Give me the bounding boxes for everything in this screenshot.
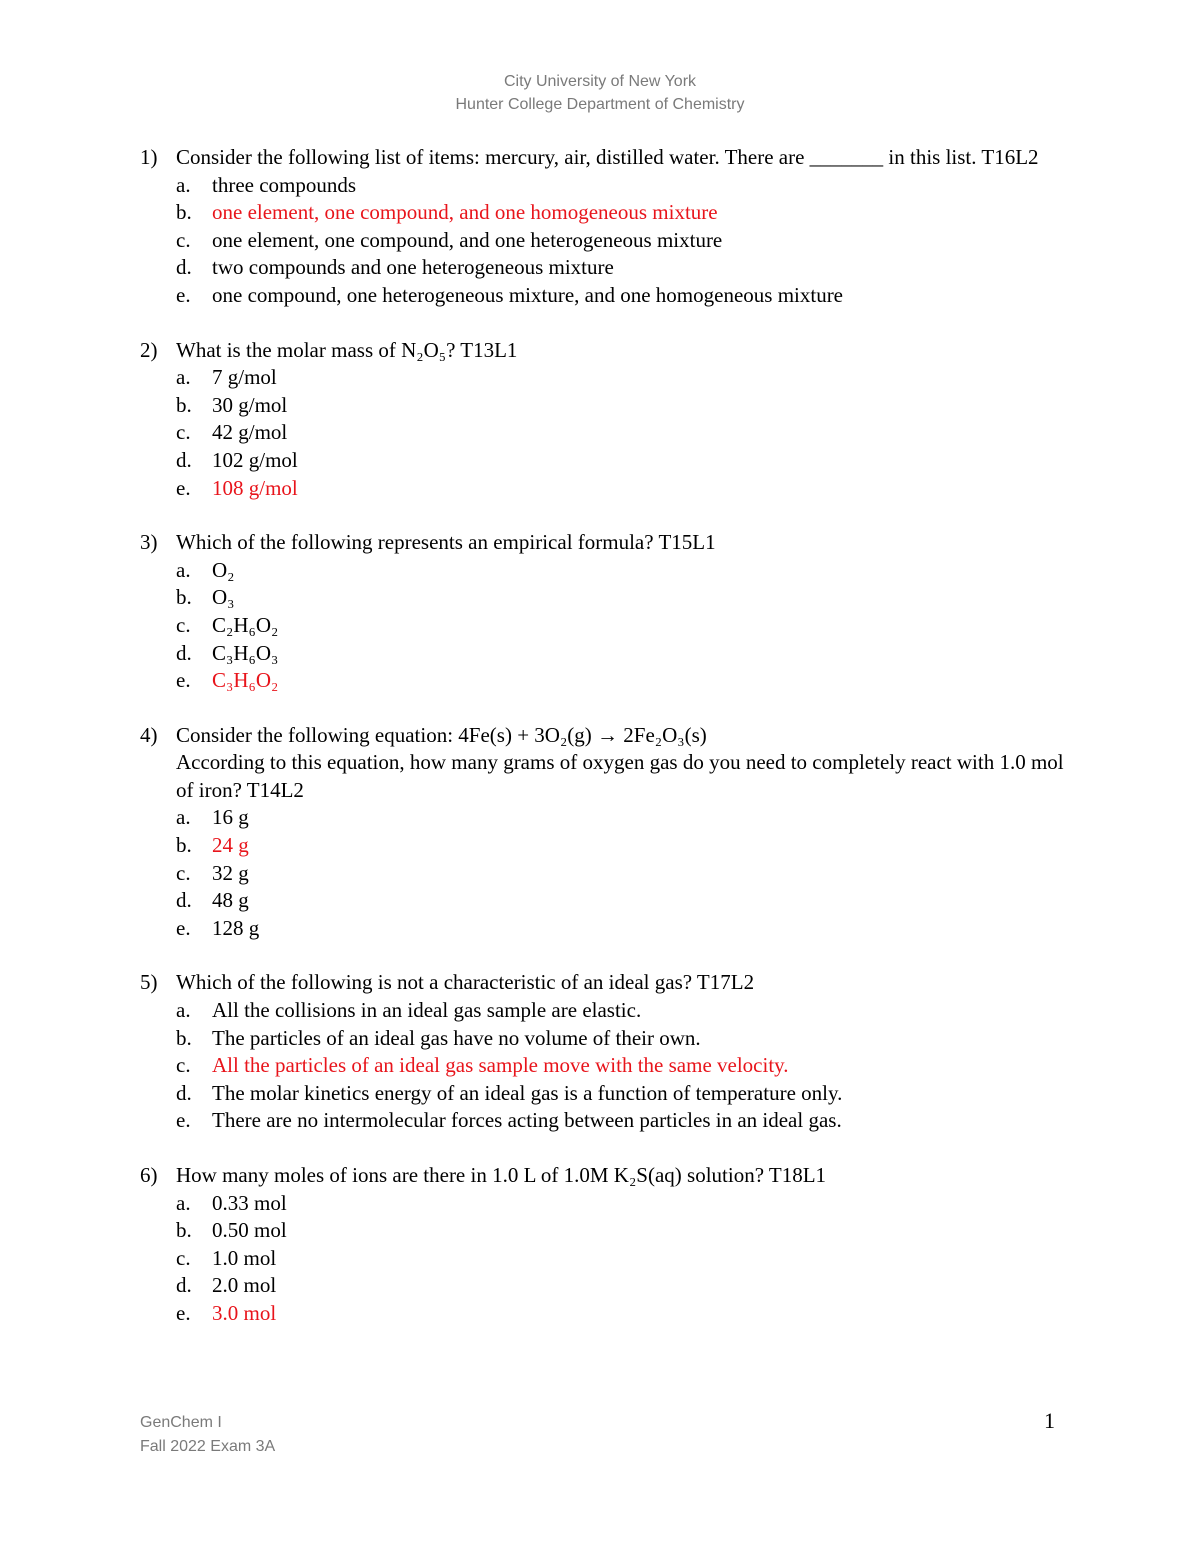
question-6 xyxy=(140,1162,1070,1328)
option-text: 0.50 mol xyxy=(212,1218,287,1243)
question-stem xyxy=(140,529,1070,557)
option-text: 30 g/mol xyxy=(212,392,288,417)
option-letter: d. xyxy=(176,1080,192,1105)
option-text: There are no intermolecular forces acting between particles in an ideal gas. xyxy=(212,1108,842,1133)
option-letter: e. xyxy=(176,915,191,940)
question-text xyxy=(176,337,1070,365)
answer-option-c xyxy=(140,227,1070,255)
question-text xyxy=(176,529,1070,557)
question-number: 4) xyxy=(140,722,158,747)
option-letter: b. xyxy=(176,833,192,858)
question-text-line: Which of the following is not a characteristic of an ideal gas? T17L2 xyxy=(176,970,755,995)
question-stem xyxy=(140,1162,1070,1190)
question-text xyxy=(176,722,1070,805)
option-text: The molar kinetics energy of an ideal gas is a function of temperature only. xyxy=(212,1080,843,1105)
answer-option-e xyxy=(140,667,1070,695)
option-text: 48 g xyxy=(212,888,249,913)
answer-option-e xyxy=(140,475,1070,503)
option-text: 2.0 mol xyxy=(212,1273,277,1298)
answer-option-b xyxy=(140,832,1070,860)
option-letter: e. xyxy=(176,1300,191,1325)
answer-option-d xyxy=(140,640,1070,668)
question-text-line: What is the molar mass of N₂O₅? T13L1 xyxy=(176,337,518,362)
answer-option-e xyxy=(140,282,1070,310)
question-text-line: Consider the following list of items: mercury, air, distilled water. There are _______ in this list. T16L2 xyxy=(176,145,1039,169)
option-text: 7 g/mol xyxy=(212,365,277,390)
option-text: two compounds and one heterogeneous mixture xyxy=(212,255,614,280)
option-letter: c. xyxy=(176,612,191,637)
option-text: 0.33 mol xyxy=(212,1190,287,1215)
question-stem xyxy=(140,144,1070,172)
option-text: 1.0 mol xyxy=(212,1245,277,1270)
answer-option-e xyxy=(140,915,1070,943)
question-2 xyxy=(140,337,1070,503)
option-letter: e. xyxy=(176,1108,191,1133)
answer-option-c xyxy=(140,1245,1070,1273)
option-text: three compounds xyxy=(212,172,357,197)
option-text: C₃H₆O₃ xyxy=(212,640,279,665)
option-text: one compound, one heterogeneous mixture, and one homogeneous mixture xyxy=(212,282,844,307)
answer-option-a xyxy=(140,997,1070,1025)
question-number: 5) xyxy=(140,970,158,995)
option-letter: b. xyxy=(176,585,192,610)
question-number: 1) xyxy=(140,145,158,169)
option-letter: c. xyxy=(176,420,191,445)
option-text: one element, one compound, and one heterogeneous mixture xyxy=(212,227,723,252)
option-text: C₃H₆O₂ xyxy=(212,668,279,693)
option-text: 108 g/mol xyxy=(212,475,298,500)
question-text xyxy=(176,1162,1070,1190)
footer-course: GenChem I xyxy=(140,1414,222,1431)
option-letter: a. xyxy=(176,805,191,830)
option-text: 42 g/mol xyxy=(212,420,288,445)
answer-option-d xyxy=(140,887,1070,915)
answer-option-b xyxy=(140,1217,1070,1245)
option-text: 102 g/mol xyxy=(212,447,298,472)
option-text: 128 g xyxy=(212,915,260,940)
answer-option-d xyxy=(140,1272,1070,1300)
page-number: 1 xyxy=(1044,1408,1055,1433)
option-letter: e. xyxy=(176,668,191,693)
question-text-line: Consider the following equation: 4Fe(s) + 3O₂(g) → 2Fe₂O₃(s) xyxy=(176,722,707,747)
answer-option-c xyxy=(140,419,1070,447)
header-university: City University of New York xyxy=(503,73,697,90)
answer-option-d xyxy=(140,254,1070,282)
option-text: C₂H₆O₂ xyxy=(212,612,279,637)
page-header xyxy=(0,70,1200,116)
option-text: 3.0 mol xyxy=(212,1300,277,1325)
option-text: 16 g xyxy=(212,805,249,830)
question-5 xyxy=(140,969,1070,1135)
answer-option-a xyxy=(140,172,1070,200)
answer-option-b xyxy=(140,584,1070,612)
answer-option-a xyxy=(140,364,1070,392)
option-letter: c. xyxy=(176,227,191,252)
answer-option-d xyxy=(140,1080,1070,1108)
answer-option-e xyxy=(140,1107,1070,1135)
question-list xyxy=(140,144,1070,1355)
option-letter: a. xyxy=(176,365,191,390)
page-footer xyxy=(140,1411,275,1459)
option-text: one element, one compound, and one homogeneous mixture xyxy=(212,200,718,225)
question-3 xyxy=(140,529,1070,695)
question-text xyxy=(176,969,1070,997)
option-letter: d. xyxy=(176,888,192,913)
option-letter: d. xyxy=(176,447,192,472)
option-letter: b. xyxy=(176,1218,192,1243)
option-letter: c. xyxy=(176,1245,191,1270)
question-text-line: How many moles of ions are there in 1.0 L of 1.0M K₂S(aq) solution? T18L1 xyxy=(176,1163,827,1187)
answer-option-c xyxy=(140,612,1070,640)
answer-option-c xyxy=(140,860,1070,888)
question-1 xyxy=(140,144,1070,310)
option-letter: a. xyxy=(176,557,191,582)
answer-option-c xyxy=(140,1052,1070,1080)
option-text: 32 g xyxy=(212,860,249,885)
option-letter: c. xyxy=(176,1053,191,1078)
option-letter: b. xyxy=(176,200,192,225)
footer-exam: Fall 2022 Exam 3A xyxy=(140,1438,276,1455)
answer-option-b xyxy=(140,392,1070,420)
option-letter: a. xyxy=(176,172,191,197)
option-letter: e. xyxy=(176,475,191,500)
question-4 xyxy=(140,722,1070,943)
option-text: O₃ xyxy=(212,585,235,610)
option-text: All the collisions in an ideal gas sample are elastic. xyxy=(212,998,642,1023)
header-department: Hunter College Department of Chemistry xyxy=(455,96,745,113)
question-number: 6) xyxy=(140,1163,158,1187)
answer-option-e xyxy=(140,1300,1070,1328)
answer-option-b xyxy=(140,199,1070,227)
option-text: 24 g xyxy=(212,833,249,858)
option-text: O₂ xyxy=(212,557,235,582)
option-letter: a. xyxy=(176,1190,191,1215)
option-letter: e. xyxy=(176,282,191,307)
option-letter: d. xyxy=(176,1273,192,1298)
question-number: 2) xyxy=(140,337,158,362)
answer-option-a xyxy=(140,557,1070,585)
option-letter: d. xyxy=(176,640,192,665)
question-stem xyxy=(140,722,1070,805)
option-text: The particles of an ideal gas have no volume of their own. xyxy=(212,1025,701,1050)
question-stem xyxy=(140,337,1070,365)
option-letter: c. xyxy=(176,860,191,885)
question-text-line: According to this equation, how many grams of oxygen gas do you need to completely react with 1.0 mol of iron? T14L2 xyxy=(176,750,1064,802)
option-letter: a. xyxy=(176,998,191,1023)
option-letter: b. xyxy=(176,392,192,417)
question-text-line: Which of the following represents an empirical formula? T15L1 xyxy=(176,530,716,555)
option-letter: b. xyxy=(176,1025,192,1050)
option-letter: d. xyxy=(176,255,192,280)
question-stem xyxy=(140,969,1070,997)
answer-option-d xyxy=(140,447,1070,475)
answer-option-b xyxy=(140,1025,1070,1053)
question-number: 3) xyxy=(140,530,158,555)
answer-option-a xyxy=(140,1190,1070,1218)
question-text xyxy=(176,144,1070,172)
answer-option-a xyxy=(140,804,1070,832)
option-text: All the particles of an ideal gas sample move with the same velocity. xyxy=(212,1053,789,1078)
